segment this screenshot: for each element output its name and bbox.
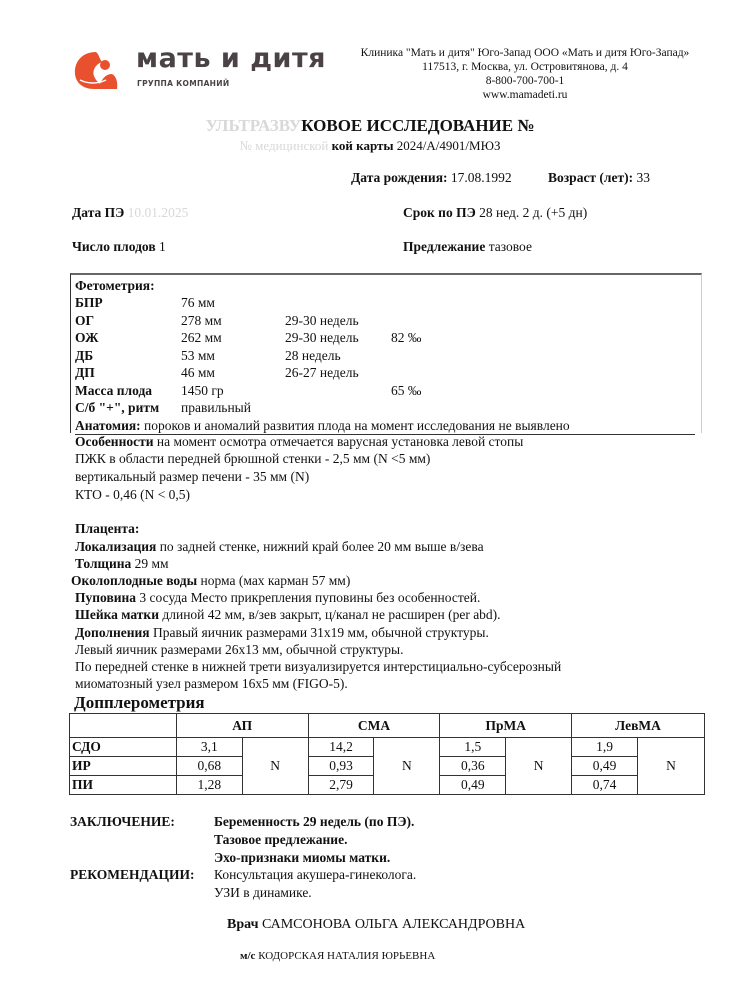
- document-title: УЛЬТРАЗВУКОВОЕ ИССЛЕДОВАНИЕ №: [205, 116, 535, 135]
- birth-date: Дата рождения: 17.08.1992: [351, 170, 512, 185]
- recommendations-label: РЕКОМЕНДАЦИИ:: [70, 867, 195, 882]
- cervix: Шейка матки длиной 42 мм, в/зев закрыт, ц/канал не расширен (per abd).: [75, 607, 501, 622]
- doppler-value: 14,2: [308, 738, 374, 757]
- doppler-value: 0,49: [440, 776, 506, 795]
- doppler-value: 3,1: [176, 738, 242, 757]
- placenta-localization: Локализация по задней стенке, нижний край более 20 мм выше в/зева: [75, 539, 484, 554]
- card-number: 2024/А/4901/МЮЗ: [396, 138, 501, 153]
- doppler-table: [69, 713, 705, 795]
- presentation: Предлежание тазовое: [403, 239, 532, 254]
- anatomy-line: Анатомия: пороков и аномалий развития плода на момент исследования не выявлено: [75, 418, 695, 435]
- doppler-value: 0,93: [308, 757, 374, 776]
- title-redacted: УЛЬТРАЗВУ: [205, 116, 302, 135]
- clinic-phone: 8-800-700-700-1: [485, 75, 565, 87]
- doppler-col-header: АП: [176, 714, 308, 738]
- fetometry-value: 278 мм: [181, 312, 222, 328]
- fetometry-weeks: 29-30 недель: [285, 312, 359, 328]
- doppler-value: 1,28: [176, 776, 242, 795]
- fetometry-value: 262 мм: [181, 330, 222, 345]
- doppler-row-label: ИР: [70, 757, 177, 776]
- doppler-value: 0,68: [176, 757, 242, 776]
- age: Возраст (лет): 33: [548, 170, 650, 185]
- conclusion-line: Беременность 29 недель (по ПЭ).: [214, 814, 415, 829]
- umbilical-cord: Пуповина 3 сосуда Место прикрепления пуповины без особенностей.: [75, 590, 481, 605]
- fetometry-heading: Фетометрия:: [75, 278, 155, 293]
- fetometry-block: [70, 273, 702, 433]
- fetometry-weeks: 26-27 недель: [285, 365, 359, 380]
- logo-subtitle: ГРУППА КОМПАНИЙ: [137, 79, 230, 88]
- doppler-header-row: [70, 714, 705, 738]
- fetometry-param: ДП: [75, 365, 95, 380]
- conclusion-line: Тазовое предлежание.: [214, 832, 348, 847]
- doppler-row-label: СДО: [70, 738, 177, 757]
- recommendation-line: УЗИ в динамике.: [214, 885, 312, 900]
- placenta-heading: Плацента:: [75, 521, 140, 536]
- fetus-count: Число плодов 1: [72, 239, 166, 254]
- fetometry-param: ОЖ: [75, 330, 99, 345]
- clinic-name: Клиника "Мать и дитя" Юго-Запад ООО «Мать и дитя Юго-Запад»: [360, 47, 690, 59]
- mother-child-logo-icon: [72, 50, 120, 90]
- doppler-corner-cell: [70, 714, 177, 738]
- doppler-col-header: СМА: [308, 714, 440, 738]
- doppler-value: 0,74: [572, 776, 638, 795]
- finding-line: ПЖК в области передней брюшной стенки - 2,5 мм (N <5 мм): [75, 451, 431, 466]
- fetometry-param: БПР: [75, 295, 103, 310]
- clinic-info: [340, 46, 710, 102]
- fetometry-param: С/б "+", ритм: [75, 400, 160, 415]
- pe-date: Дата ПЭ 10.01.2025: [72, 205, 189, 220]
- nurse-signature: м/с КОДОРСКАЯ НАТАЛИЯ ЮРЬЕВНА: [240, 950, 436, 962]
- additions-line: миоматозный узел размером 16х5 мм (FIGO-5).: [75, 676, 348, 691]
- recommendation-line: Консультация акушера-гинеколога.: [214, 867, 417, 882]
- clinic-address: 117513, г. Москва, ул. Островитянова, д. 4: [422, 61, 628, 73]
- doppler-norm: N: [638, 738, 705, 795]
- term-by-pe: Срок по ПЭ 28 нед. 2 д. (+5 дн): [403, 205, 588, 220]
- doppler-value: 0,49: [572, 757, 638, 776]
- additions: Дополнения Правый яичник размерами 31х19 мм, обычной структуры.: [75, 625, 489, 640]
- fetometry-value: 1450 гр: [181, 382, 224, 398]
- additions-line: По передней стенке в нижней трети визуализируется интерстициально-субсерозный: [75, 659, 562, 674]
- fetometry-value: 46 мм: [181, 365, 215, 380]
- fetometry-param: Масса плода: [75, 382, 153, 398]
- doctor-signature: Врач САМСОНОВА ОЛЬГА АЛЕКСАНДРОВНА: [227, 917, 526, 932]
- fetometry-weeks: 28 недель: [285, 347, 341, 363]
- fetometry-param: ДБ: [75, 347, 94, 363]
- fetometry-value: 76 мм: [181, 295, 215, 310]
- card-number-line: № медицинской кой карты 2024/А/4901/МЮЗ: [239, 138, 501, 153]
- clinic-website[interactable]: www.mamadeti.ru: [482, 89, 568, 101]
- doppler-norm: N: [506, 738, 572, 795]
- finding-line: вертикальный размер печени - 35 мм (N): [75, 469, 310, 484]
- logo-title: мать и дитя: [136, 43, 326, 74]
- doppler-value: 0,36: [440, 757, 506, 776]
- doppler-value: 1,5: [440, 738, 506, 757]
- features-line: Особенности на момент осмотра отмечается варусная установка левой стопы: [75, 434, 524, 449]
- doppler-row-label: ПИ: [70, 776, 177, 795]
- fetometry-value: правильный: [181, 400, 251, 415]
- fetometry-percentile: 82 ‰: [391, 330, 422, 345]
- fetometry-percentile: 65 ‰: [391, 382, 422, 398]
- doppler-norm: N: [374, 738, 440, 795]
- doppler-value: 1,9: [572, 738, 638, 757]
- amniotic-fluid: Околоплодные воды норма (мах карман 57 мм): [71, 573, 351, 588]
- finding-line: КТО - 0,46 (N < 0,5): [75, 487, 191, 502]
- doppler-col-header: ЛевМА: [572, 714, 705, 738]
- fetometry-weeks: 29-30 недель: [285, 330, 359, 345]
- doppler-value: 2,79: [308, 776, 374, 795]
- additions-line: Левый яичник размерами 26х13 мм, обычной структуры.: [75, 642, 404, 657]
- doppler-row: [70, 738, 705, 757]
- conclusion-line: Эхо-признаки миомы матки.: [214, 850, 391, 865]
- placenta-thickness: Толщина 29 мм: [75, 556, 169, 571]
- doppler-col-header: ПрМА: [440, 714, 572, 738]
- doppler-norm: N: [242, 738, 308, 795]
- fetometry-value: 53 мм: [181, 347, 215, 363]
- fetometry-param: ОГ: [75, 312, 95, 328]
- doppler-title: Допплерометрия: [74, 693, 205, 712]
- conclusion-label: ЗАКЛЮЧЕНИЕ:: [70, 814, 175, 829]
